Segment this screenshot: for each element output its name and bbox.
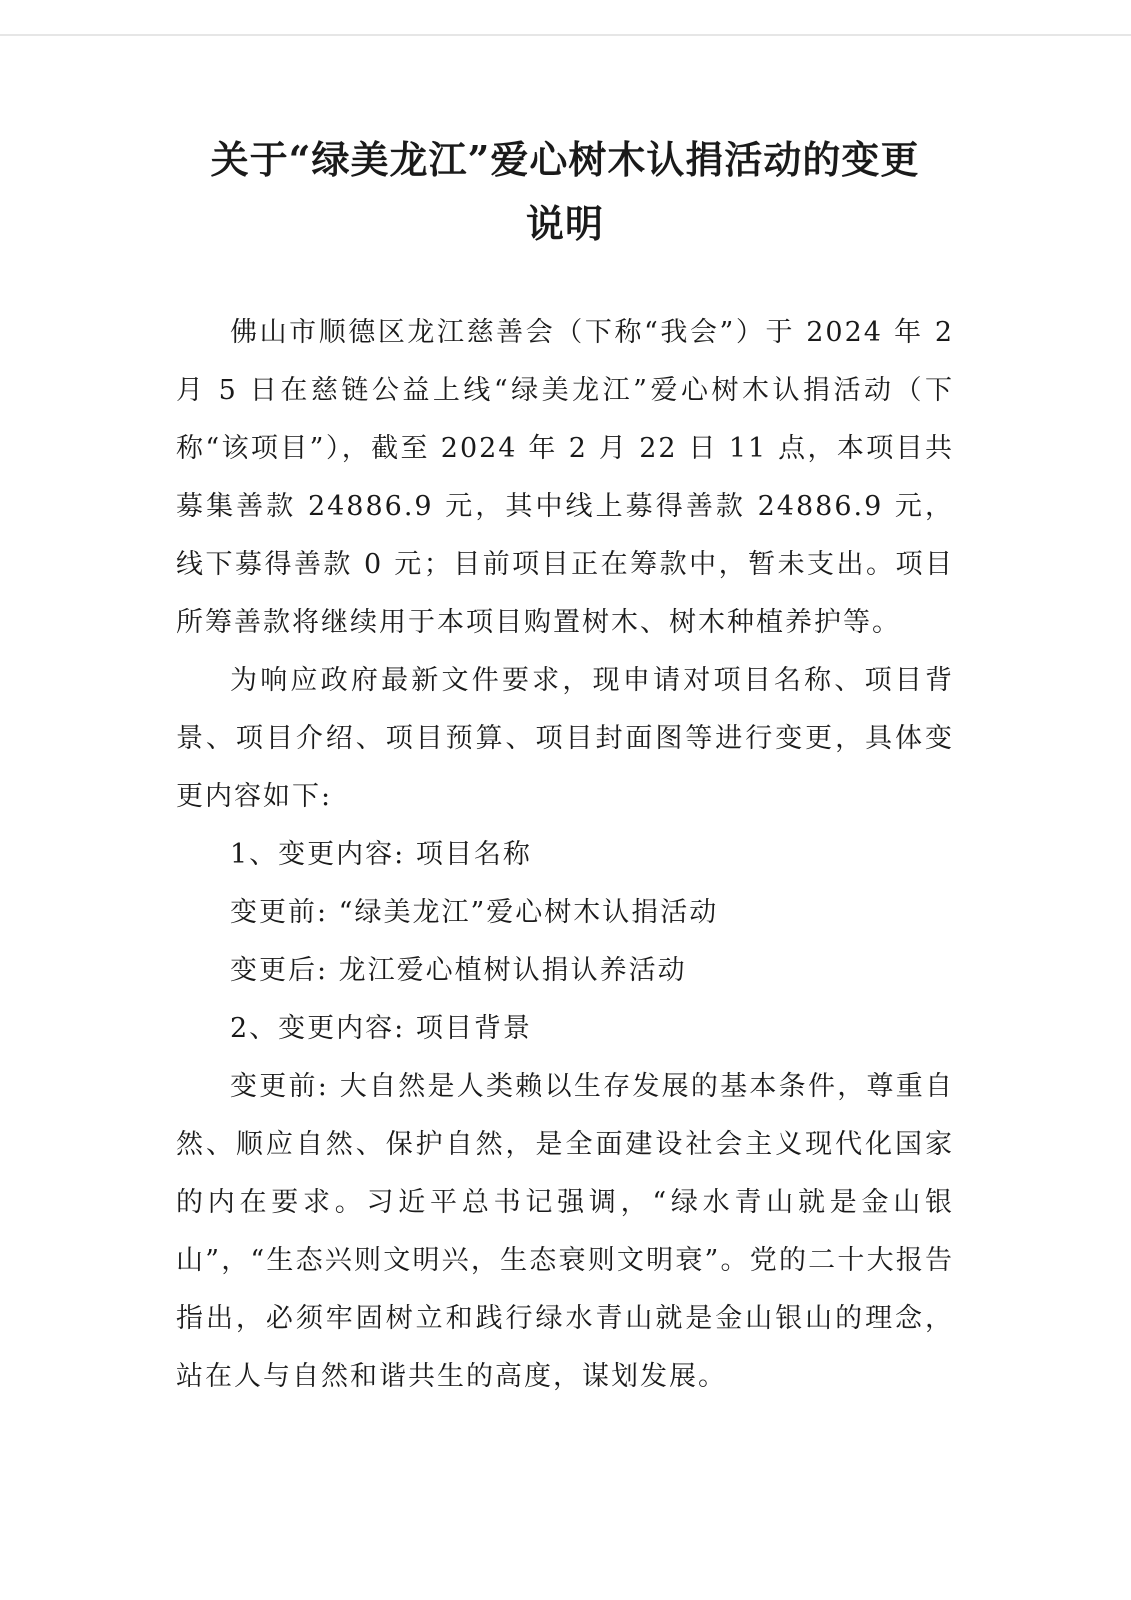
change-item-2-before: 变更前: 大自然是人类赖以生存发展的基本条件，尊重自然、顺应自然、保护自然，是全面建设社会主义现代化国家的内在要求。习近平总书记强调，“绿水青山就是金山银山”，“生态兴则文明兴，生态衰则文明衰”。党的二十大报告指出，必须牢固树立和践行绿水青山就是金山银山的理念，站在人与自然和谐共生的高度，谋划发展。	[176, 1071, 954, 1392]
change-item-1-heading: 1、变更内容: 项目名称	[230, 839, 532, 870]
document-page	[176, 128, 954, 1406]
scan-edge-line	[0, 34, 1131, 36]
title-line-1: 关于“绿美龙江”爱心树木认捐活动的变更	[210, 137, 920, 182]
document-title	[176, 128, 954, 256]
intro-paragraph: 佛山市顺德区龙江慈善会（下称“我会”）于 2024 年 2 月 5 日在慈链公益上线“绿美龙江”爱心树木认捐活动（下称“该项目”），截至 2024 年 2 月 22 日 11 点，本项目共募集善款 24886.9 元，其中线上募得善款 24886.9 元，线下募得善款 0 元；目前项目正在筹款中，暂未支出。项目所筹善款将继续用于本项目购置树木、树木种植养护等。	[176, 317, 954, 638]
title-line-2: 说明	[525, 201, 604, 246]
change-item-1-after: 变更后: 龙江爱心植树认捐认养活动	[230, 955, 687, 986]
change-request-paragraph: 为响应政府最新文件要求，现申请对项目名称、项目背景、项目介绍、项目预算、项目封面图等进行变更，具体变更内容如下:	[176, 665, 954, 812]
change-item-1-before: 变更前: “绿美龙江”爱心树木认捐活动	[230, 897, 719, 928]
change-item-2-heading: 2、变更内容: 项目背景	[230, 1013, 532, 1044]
